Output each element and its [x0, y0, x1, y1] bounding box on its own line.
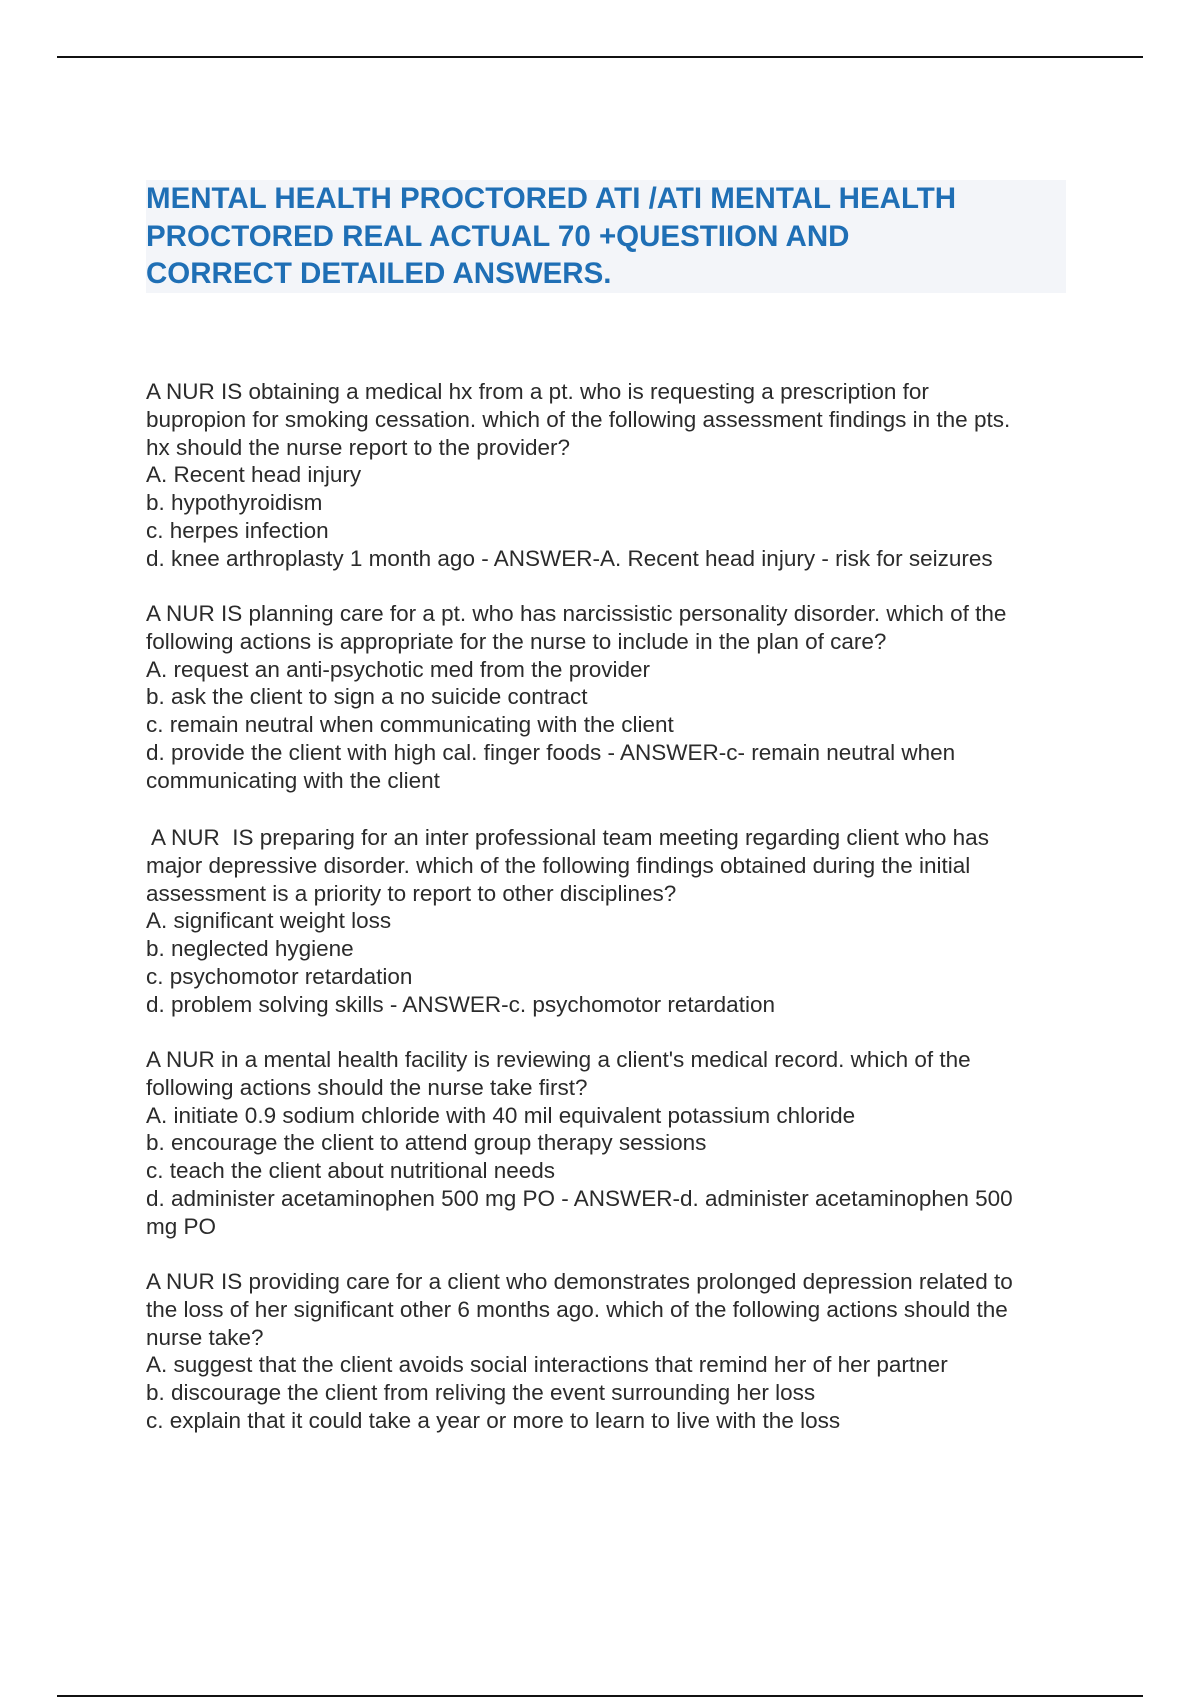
document-title: [146, 180, 1066, 293]
question-text: A NUR IS preparing for an inter professional team meeting regarding client who has: [146, 825, 989, 850]
answer-option: A. suggest that the client avoids social interactions that remind her of her partner: [146, 1352, 948, 1378]
question-text: major depressive disorder. which of the following findings obtained during the initial: [146, 852, 971, 878]
answer-option: A. Recent head injury: [146, 462, 362, 488]
question-text: assessment is a priority to report to other disciplines?: [146, 880, 677, 906]
question-block-2: [146, 600, 1146, 795]
question-block-4: [146, 1046, 1146, 1241]
question-text: bupropion for smoking cessation. which of the following assessment findings in the pts.: [146, 406, 1011, 432]
question-text: the loss of her significant other 6 months ago. which of the following actions should the: [146, 1296, 1008, 1322]
question-text: following actions is appropriate for the nurse to include in the plan of care?: [146, 628, 887, 654]
title-line: MENTAL HEALTH PROCTORED ATI /ATI MENTAL HEALTH: [146, 180, 1066, 218]
header-rule: [57, 56, 1143, 58]
question-text: A NUR in a mental health facility is reviewing a client's medical record. which of the: [146, 1047, 971, 1072]
answer-option: c. explain that it could take a year or more to learn to live with the loss: [146, 1407, 841, 1433]
answer-option-with-key: d. problem solving skills - ANSWER-c. psychomotor retardation: [146, 991, 775, 1017]
question-text: A NUR IS planning care for a pt. who has narcissistic personality disorder. which of the: [146, 601, 1007, 626]
question-text: following actions should the nurse take first?: [146, 1074, 588, 1100]
question-block-3: [146, 824, 1146, 1019]
answer-option: b. encourage the client to attend group therapy sessions: [146, 1130, 707, 1156]
question-text: nurse take?: [146, 1324, 264, 1350]
answer-option: b. neglected hygiene: [146, 936, 354, 962]
question-text: A NUR IS providing care for a client who demonstrates prolonged depression related to: [146, 1269, 1013, 1294]
question-block-5: [146, 1268, 1146, 1435]
answer-option-with-key: d. administer acetaminophen 500 mg PO - ANSWER-d. administer acetaminophen 500: [146, 1185, 1013, 1211]
answer-option: c. teach the client about nutritional needs: [146, 1158, 556, 1184]
answer-option: A. significant weight loss: [146, 908, 392, 934]
answer-option: A. request an anti-psychotic med from the provider: [146, 656, 650, 682]
question-text: A NUR IS obtaining a medical hx from a pt. who is requesting a prescription for: [146, 379, 929, 404]
title-line: CORRECT DETAILED ANSWERS.: [146, 255, 1066, 293]
answer-option: A. initiate 0.9 sodium chloride with 40 mil equivalent potassium chloride: [146, 1102, 856, 1128]
answer-key-continued: mg PO: [146, 1213, 217, 1239]
title-line: PROCTORED REAL ACTUAL 70 +QUESTIION AND: [146, 218, 1066, 256]
answer-option-with-key: d. provide the client with high cal. finger foods - ANSWER-c- remain neutral when: [146, 739, 956, 765]
answer-option: b. ask the client to sign a no suicide contract: [146, 684, 588, 710]
answer-option: c. herpes infection: [146, 517, 329, 543]
answer-option: b. hypothyroidism: [146, 490, 323, 516]
footer-rule: [57, 1695, 1143, 1697]
answer-option: c. remain neutral when communicating with the client: [146, 712, 674, 738]
question-block-1: [146, 378, 1146, 573]
answer-key-continued: communicating with the client: [146, 767, 440, 793]
answer-option-with-key: d. knee arthroplasty 1 month ago - ANSWER-A. Recent head injury - risk for seizures: [146, 545, 993, 571]
question-text: hx should the nurse report to the provider?: [146, 434, 571, 460]
answer-option: c. psychomotor retardation: [146, 963, 413, 989]
answer-option: b. discourage the client from reliving the event surrounding her loss: [146, 1380, 816, 1406]
